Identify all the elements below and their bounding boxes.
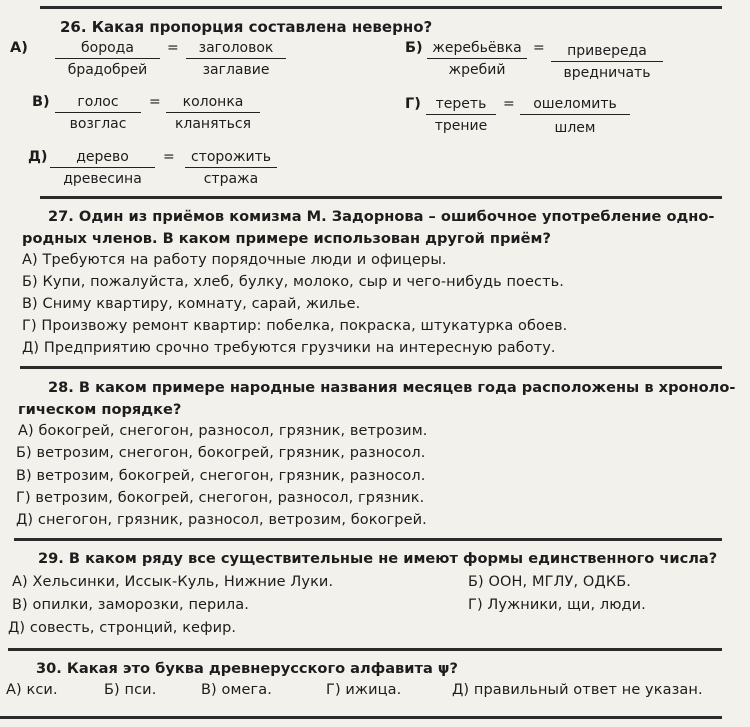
q30-option-g: Г) ижица. [326,682,402,698]
denominator: брадобрей [67,62,148,78]
numerator: заголовок [186,40,286,59]
numerator: привереда [551,43,663,62]
question-29-title: 29. В каком ряду все существительные не имеют формы единственного числа? [38,550,718,567]
equals-sign: = [503,96,515,112]
q29-option-v: В) опилки, заморозки, перила. [12,597,249,613]
numerator: дерево [50,149,155,168]
divider [0,716,722,719]
numerator: сторожить [185,149,277,168]
numerator: голос [55,94,141,113]
divider [8,648,722,651]
question-26-title: 26. Какая пропорция составлена неверно? [60,18,433,36]
q28-option-b: Б) ветрозим, снегогон, бокогрей, грязник, разносол. [16,445,426,461]
question-28-title-line1: 28. В каком примере народные названия месяцев года расположены в хроноло- [48,379,736,396]
denominator: стража [203,171,259,187]
numerator: ошеломить [520,96,630,115]
denominator: шлем [554,120,596,136]
question-27-title-line1: 27. Один из приёмов комизма М. Задорнова – ошибочное употребление одно- [48,208,715,225]
q29-option-g: Г) Лужники, щи, люди. [468,597,646,613]
option-label: Д) [28,149,48,165]
q28-option-d: Д) снегогон, грязник, разносол, ветрозим, бокогрей. [16,512,427,528]
q27-option-d: Д) Предприятию срочно требуются грузчики на интересную работу. [22,340,556,356]
denominator: вредничать [563,65,651,81]
q28-option-g: Г) ветрозим, бокогрей, снегогон, разносол, грязник. [16,490,425,506]
question-30-title: 30. Какая это буква древнерусского алфавита ψ? [36,660,458,677]
denominator: кланяться [174,116,252,132]
question-27-title-line2: родных членов. В каком примере использован другой приём? [22,230,551,247]
denominator: возглас [69,116,127,132]
numerator: жеребьёвка [427,40,527,59]
denominator: древесина [63,171,142,187]
option-label: Г) [405,96,421,112]
q28-option-v: В) ветрозим, бокогрей, снегогон, грязник, разносол. [16,468,426,484]
q27-option-v: В) Сниму квартиру, комнату, сарай, жилье. [22,296,361,312]
divider [14,538,722,541]
q30-option-b: Б) пси. [104,682,157,698]
q29-option-a: А) Хельсинки, Иссык-Куль, Нижние Луки. [12,574,334,590]
numerator: колонка [166,94,260,113]
equals-sign: = [163,149,175,165]
denominator: жребий [448,62,506,78]
q28-option-a: А) бокогрей, снегогон, разносол, грязник, ветрозим. [18,423,428,439]
divider [40,6,722,9]
q27-option-b: Б) Купи, пожалуйста, хлеб, булку, молоко, сыр и чего-нибудь поесть. [22,274,565,290]
denominator: заглавие [202,62,270,78]
equals-sign: = [149,94,161,110]
equals-sign: = [533,40,545,56]
question-28-title-line2: гическом порядке? [18,401,182,418]
q30-option-v: В) омега. [201,682,272,698]
q27-option-g: Г) Произвожу ремонт квартир: побелка, покраска, штукатурка обоев. [22,318,568,334]
option-label: В) [32,94,50,110]
equals-sign: = [167,40,179,56]
q30-option-a: А) кси. [6,682,58,698]
option-label: А) [10,40,28,56]
divider [40,196,722,199]
option-label: Б) [405,40,423,56]
denominator: трение [434,118,488,134]
numerator: борода [55,40,160,59]
q27-option-a: А) Требуются на работу порядочные люди и офицеры. [22,252,447,268]
numerator: тереть [426,96,496,115]
q29-option-b: Б) ООН, МГЛУ, ОДКБ. [468,574,631,590]
q30-option-d: Д) правильный ответ не указан. [452,682,703,698]
q29-option-d: Д) совесть, стронций, кефир. [8,620,237,636]
divider [20,366,722,369]
